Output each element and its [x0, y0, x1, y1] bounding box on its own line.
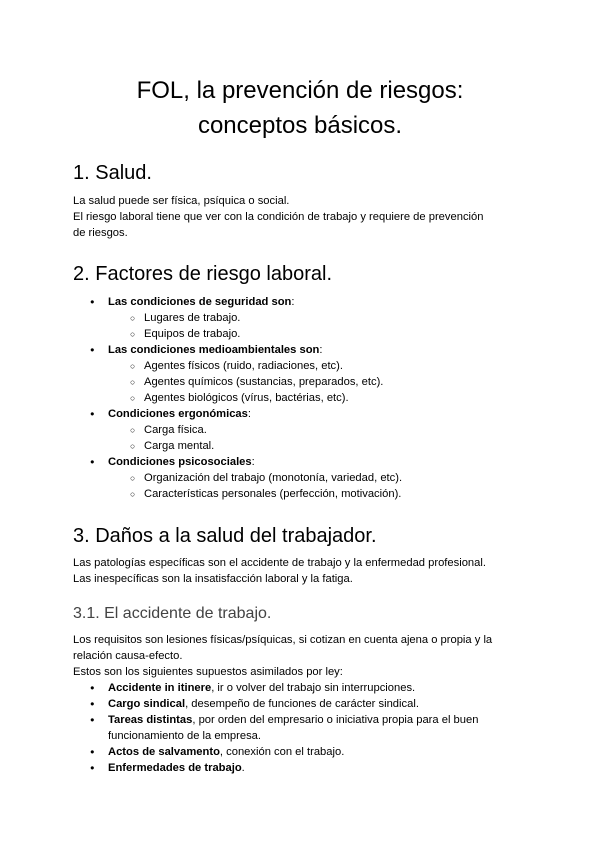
- supuestos-list: [73, 680, 478, 776]
- list-item-label: Enfermedades de trabajo: [108, 762, 242, 774]
- paragraph-accidente: [73, 632, 533, 680]
- sublist-item: ○ Lugares de trabajo.: [108, 310, 402, 326]
- title-line-1: FOL, la prevención de riesgos:: [136, 77, 464, 104]
- text-line: de riesgos.: [73, 227, 128, 239]
- list-item: [73, 454, 402, 502]
- sublist-item: ○ Agentes físicos (ruido, radiaciones, etc).: [108, 358, 402, 374]
- sublist-item: ○ Carga física.: [108, 422, 402, 438]
- paragraph-salud: [73, 193, 533, 241]
- list-item: [73, 342, 402, 406]
- factores-list: [73, 294, 402, 502]
- sublist-item: ○ Carga mental.: [108, 438, 402, 454]
- list-item-label: Condiciones psicosociales: [108, 456, 252, 468]
- list-item: [73, 680, 478, 696]
- sublist-item: ○ Equipos de trabajo.: [108, 326, 402, 342]
- sublist: [108, 358, 402, 406]
- list-item-sep: :: [319, 344, 323, 356]
- sublist: [108, 422, 402, 454]
- paragraph-danos: [73, 555, 533, 587]
- document-title: [0, 73, 600, 143]
- heading-danos-salud: 3. Daños a la salud del trabajador.: [73, 525, 377, 547]
- list-item-label: Actos de salvamento: [108, 746, 220, 758]
- list-item-label: Tareas distintas: [108, 714, 193, 726]
- list-item-label: Condiciones ergonómicas: [108, 408, 248, 420]
- list-item: [73, 294, 402, 342]
- list-item-sep: :: [251, 456, 255, 468]
- heading-salud: 1. Salud.: [73, 162, 152, 184]
- list-item-text: , ir o volver del trabajo sin interrupciones.: [211, 682, 416, 694]
- list-item-label: Cargo sindical: [108, 698, 186, 710]
- text-line: Estos son los siguientes supuestos asimilados por ley:: [73, 666, 343, 678]
- text-line: El riesgo laboral tiene que ver con la condición de trabajo y requiere de prevención: [73, 211, 484, 223]
- list-item: [73, 744, 478, 760]
- text-line: Las patologías específicas son el accidente de trabajo y la enfermedad profesional.: [73, 557, 486, 569]
- sublist-item: ○ Agentes biológicos (vírus, bactérias, etc).: [108, 390, 402, 406]
- list-item-text-continued: funcionamiento de la empresa.: [108, 730, 261, 742]
- list-item-label: Las condiciones de seguridad son: [108, 296, 292, 308]
- list-item-text: .: [241, 762, 245, 774]
- list-item: [73, 760, 478, 776]
- sublist: [108, 470, 402, 502]
- title-line-2: conceptos básicos.: [197, 112, 403, 139]
- list-item-sep: :: [247, 408, 251, 420]
- text-line: Las inespecíficas son la insatisfacción laboral y la fatiga.: [73, 573, 353, 585]
- list-item-label: Las condiciones medioambientales son: [108, 344, 320, 356]
- heading-accidente-trabajo: 3.1. El accidente de trabajo.: [73, 605, 272, 622]
- sublist: [108, 310, 402, 342]
- list-item-text: , conexión con el trabajo.: [219, 746, 345, 758]
- sublist-item: ○ Características personales (perfección, motivación).: [108, 486, 402, 502]
- heading-factores-riesgo: 2. Factores de riesgo laboral.: [73, 263, 333, 285]
- sublist-item: ○ Organización del trabajo (monotonía, variedad, etc).: [108, 470, 402, 486]
- list-item-label: Accidente in itinere: [108, 682, 212, 694]
- list-item-text: , por orden del empresario o iniciativa propia para el buen: [192, 714, 479, 726]
- list-item: [73, 696, 478, 712]
- text-line: relación causa-efecto.: [73, 650, 183, 662]
- list-item-sep: :: [291, 296, 295, 308]
- text-line: La salud puede ser física, psíquica o social.: [73, 195, 290, 207]
- sublist-item: ○ Agentes químicos (sustancias, preparados, etc).: [108, 374, 402, 390]
- list-item-text: , desempeño de funciones de carácter sindical.: [185, 698, 419, 710]
- text-line: Los requisitos son lesiones físicas/psíquicas, si cotizan en cuenta ajena o propia y la: [73, 634, 493, 646]
- list-item: [73, 406, 402, 454]
- list-item: [73, 712, 478, 744]
